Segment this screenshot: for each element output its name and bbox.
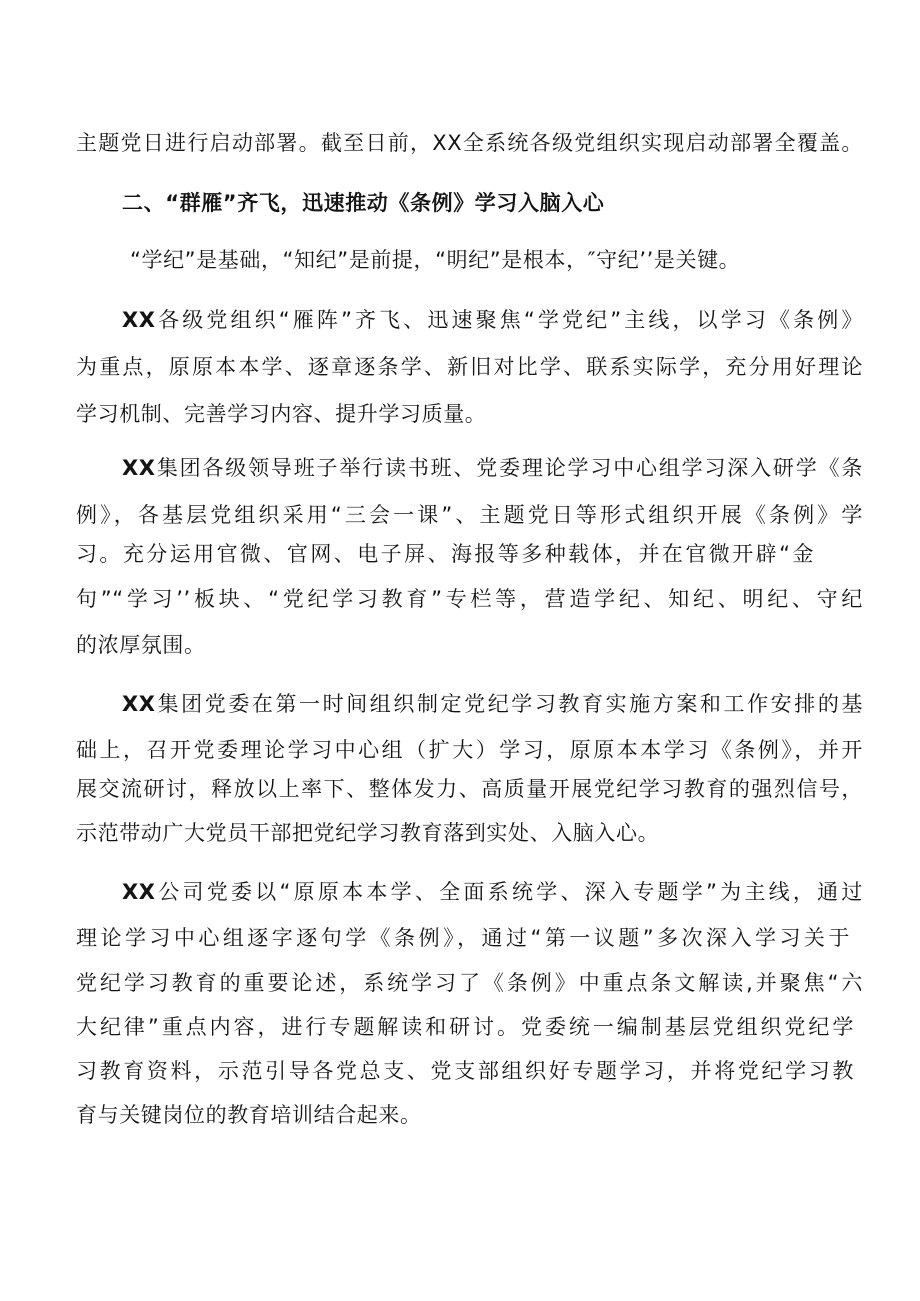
line-text: 公司党委以“原原本本学、全面系统学、深入专题学”为主线，通过 (155, 880, 863, 904)
org-lead: XX (122, 880, 156, 904)
line-text: 习。充分运用官微、官网、电子屏、海报等多种载体，并在官微开辟“金 (76, 542, 814, 566)
paragraph-first-line (122, 689, 863, 719)
line-text: 学习机制、完善学习内容、提升学习质量。 (76, 402, 487, 426)
paragraph-line (76, 539, 814, 569)
paragraph-line (76, 968, 863, 998)
org-lead: XX (122, 692, 156, 716)
line-text: “学纪”是基础，“知纪”是前提，“明纪”是根本，″守纪’’是关键。 (130, 248, 741, 272)
paragraph-line (76, 923, 850, 953)
line-text: 的浓厚氛围。 (76, 633, 206, 657)
paragraph-line (76, 630, 206, 660)
line-text: 主题党日进行启动部署。截至日前，XX全系统各级党组织实现启动部署全覆盖。 (76, 131, 863, 155)
line-text: 为重点，原原本本学、逐章逐条学、新旧对比学、联系实际学，充分用好理论 (76, 355, 863, 379)
line-text: 理论学习中心组逐字逐句学《条例》，通过“第一议题”多次深入学习关于 (76, 926, 850, 950)
line-text: 集团党委在第一时间组织制定党纪学习教育实施方案和工作安排的基 (155, 692, 863, 716)
paragraph-line (76, 500, 863, 530)
line-text: 础上，召开党委理论学习中心组（扩大）学习，原原本本学习《条例》，并开 (76, 738, 863, 762)
heading-text: 二、“群雁”齐飞，迅速推动《条例》学习入脑入心 (122, 191, 605, 215)
paragraph-line (76, 128, 863, 158)
paragraph-line (76, 1100, 422, 1130)
paragraph-line (76, 774, 863, 804)
org-lead: XX (122, 308, 156, 332)
line-text: 展交流研讨，释放以上率下、整体发力、高质量开展党纪学习教育的强烈信号， (76, 777, 863, 801)
section-heading (122, 188, 604, 218)
paragraph-line (76, 352, 863, 382)
paragraph-line (76, 735, 863, 765)
paragraph-first-line (122, 453, 863, 483)
line-text: 例》，各基层党组织采用“三会一课”、主题党日等形式组织开展《条例》学 (76, 503, 863, 527)
line-text: 习教育资料，示范引导各党总支、党支部组织好专题学习，并将党纪学习教 (76, 1059, 854, 1083)
paragraph-line (76, 584, 863, 614)
paragraph-line (76, 818, 659, 848)
line-text: 各级党组织“雁阵”齐飞、迅速聚焦“学党纪”主线，以学习《条例》 (155, 308, 863, 332)
line-text: 示范带动广大党员干部把党纪学习教育落到实处、入脑入心。 (76, 821, 660, 845)
paragraph-line (76, 399, 486, 429)
line-text: 句”“学习’’板块、“党纪学习教育”专栏等，营造学纪、知纪、明纪、守纪 (76, 587, 863, 611)
org-lead: XX (122, 456, 156, 480)
line-text: 集团各级领导班子举行读书班、党委理论学习中心组学习深入研学《条 (155, 456, 863, 480)
paragraph-line (130, 245, 740, 275)
paragraph-line (76, 1056, 854, 1086)
paragraph-line (76, 1012, 854, 1042)
paragraph-first-line (122, 877, 863, 907)
line-text: 党纪学习教育的重要论述，系统学习了《条例》中重点条文解读,并聚焦“六 (76, 971, 863, 995)
line-text: 大纪律”重点内容，进行专题解读和研讨。党委统一编制基层党组织党纪学 (76, 1015, 854, 1039)
line-text: 育与关键岗位的教育培训结合起来。 (76, 1103, 422, 1127)
paragraph-first-line (122, 305, 863, 335)
